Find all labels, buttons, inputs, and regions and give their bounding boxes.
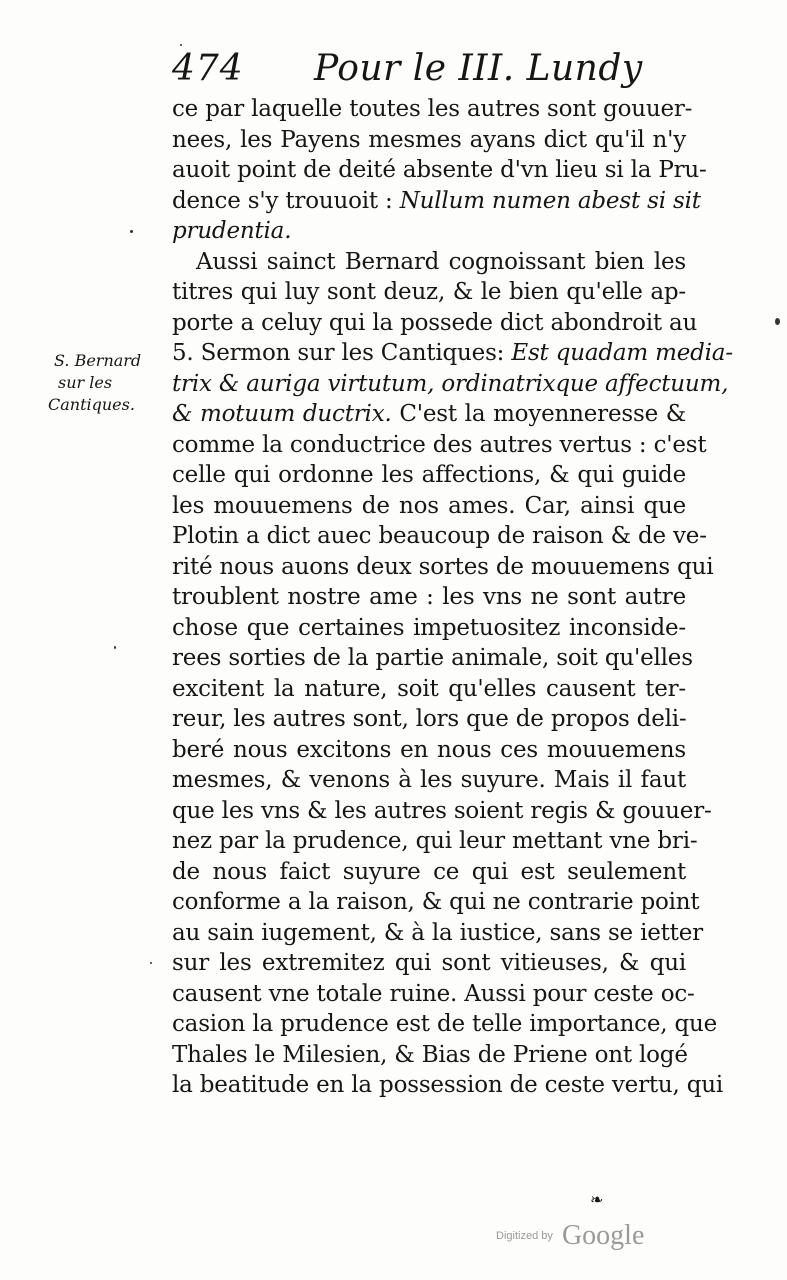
page-header xyxy=(168,46,688,94)
text-line: conforme a la raison, & qui ne contrarie point xyxy=(172,889,700,915)
text-line xyxy=(172,399,686,430)
text-line: troublent nostre ame : les vns ne sont autre xyxy=(172,584,686,610)
text-line xyxy=(172,186,701,217)
text-line xyxy=(172,338,733,369)
latin-quote: trix & auriga virtutum, ordinatrixque affectuum, xyxy=(172,370,729,397)
text-line: nez par la prudence, qui leur mettant vne bri- xyxy=(172,828,698,854)
latin-quote: & motuum ductrix. xyxy=(172,401,392,427)
text-line: causent vne totale ruine. Aussi pour ceste oc- xyxy=(172,980,695,1007)
text-line: rees sorties de la partie animale, soit qu'elles xyxy=(172,645,693,671)
text-line: Plotin a dict auec beaucoup de raison & de ve- xyxy=(172,523,707,549)
text-line: reur, les autres sont, lors que de propos deli- xyxy=(172,706,687,732)
marginal-note-line: S. Bernard xyxy=(54,351,142,370)
text-line: de nous faict suyure ce qui est seulement xyxy=(172,858,686,885)
text-line: comme la conductrice des autres vertus : c'est xyxy=(172,431,707,458)
text-line: auoit point de deité absente d'vn lieu si la Pru- xyxy=(172,157,707,183)
digitized-label: Digitized by xyxy=(496,1230,553,1242)
marginal-note-line: Cantiques. xyxy=(48,395,135,414)
latin-quote: Est quadam media- xyxy=(511,340,733,366)
text-line: chose que certaines impetuositez inconside- xyxy=(172,614,686,641)
text-line: sur les extremitez qui sont vitieuses, & qui xyxy=(172,950,686,976)
text-line: porte a celuy qui la possede dict abondroit au xyxy=(172,309,698,336)
text-line: la beatitude en la possession de ceste vertu, qui xyxy=(172,1072,724,1098)
text-line: mesmes, & venons à les suyure. Mais il faut xyxy=(172,767,686,793)
text-line: au sain iugement, & à la iustice, sans se ietter xyxy=(172,919,703,946)
text-line: casion la prudence est de telle importance, que xyxy=(172,1011,718,1037)
ink-speck xyxy=(775,318,780,325)
text-line: ce par laquelle toutes les autres sont gouuer- xyxy=(172,96,693,122)
ink-speck xyxy=(180,44,182,46)
text-line: titres qui luy sont deuz, & le bien qu'elle ap- xyxy=(172,279,686,305)
ink-speck xyxy=(150,962,152,964)
text-line: excitent la nature, soit qu'elles causent ter- xyxy=(172,675,686,702)
text-line: que les vns & les autres soient regis & gouuer- xyxy=(172,797,712,824)
text-line: celle qui ordonne les affections, & qui guide xyxy=(172,462,686,488)
latin-quote: Nullum numen abest si sit xyxy=(399,187,701,214)
ink-speck xyxy=(114,646,116,649)
google-logo: Google xyxy=(561,1220,645,1251)
text-segment: 5. Sermon sur les Cantiques: xyxy=(172,340,505,366)
text-line: les mouuemens de nos ames. Car, ainsi que xyxy=(172,492,686,519)
marginal-note-line: sur les xyxy=(58,373,113,392)
page-number: 474 xyxy=(172,48,244,89)
text-line: Thales le Milesien, & Bias de Priene ont logé xyxy=(172,1041,688,1068)
ink-speck xyxy=(130,230,133,233)
fleuron-ornament-icon: ❧ xyxy=(590,1190,604,1209)
marginal-note xyxy=(48,350,166,416)
text-line: prudentia. xyxy=(172,218,292,244)
body-text xyxy=(172,94,733,1101)
running-head: Pour le III. Lundy xyxy=(314,48,643,89)
text-line: nees, les Payens mesmes ayans dict qu'il n'y xyxy=(172,126,686,153)
text-line: Aussi sainct Bernard cognoissant bien les xyxy=(196,248,686,275)
digitized-watermark xyxy=(496,1220,644,1252)
text-line: beré nous excitons en nous ces mouuemens xyxy=(172,736,686,763)
text-segment: C'est la moyenneresse & xyxy=(399,401,687,427)
text-segment: dence s'y trouuoit : xyxy=(172,187,393,214)
text-line: rité nous auons deux sortes de mouuemens qui xyxy=(172,553,714,580)
